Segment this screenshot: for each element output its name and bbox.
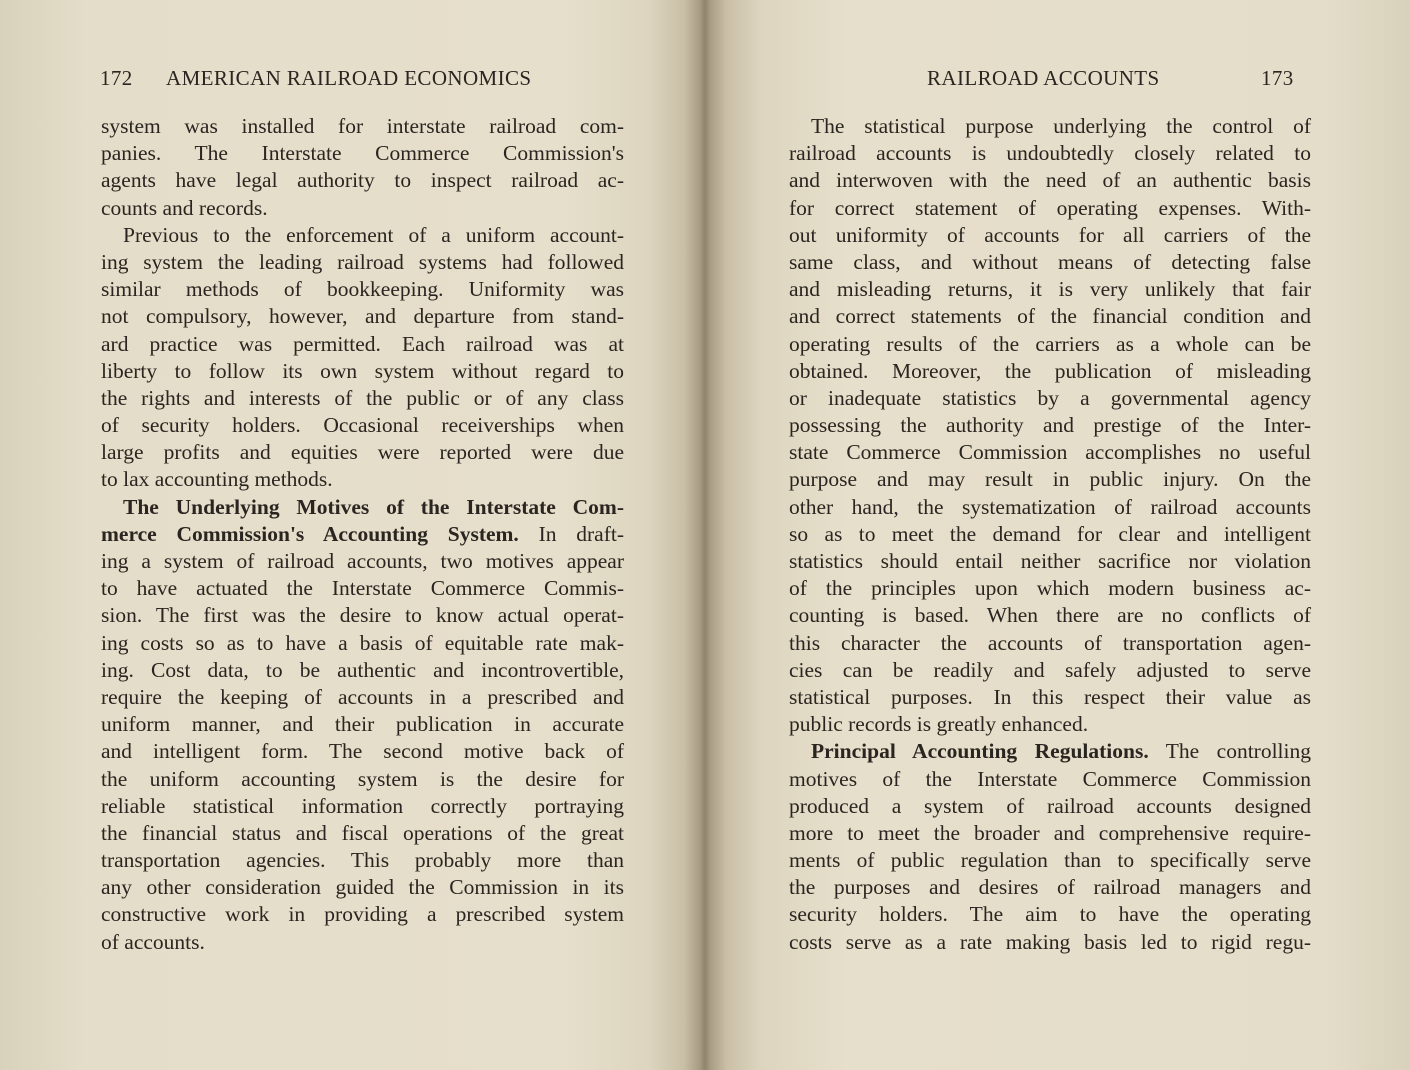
text-line: uniform manner, and their publication in accurate [101, 712, 624, 737]
text-line: obtained. Moreover, the publication of misleading [789, 358, 1311, 383]
right-page [705, 0, 1410, 1070]
text-line: to have actuated the Interstate Commerce Commis- [101, 576, 624, 601]
text-line: ing system the leading railroad systems had followed [101, 249, 624, 274]
text-line: state Commerce Commission accomplishes no useful [789, 440, 1311, 465]
text-line: to lax accounting methods. [101, 467, 333, 492]
text-line [789, 738, 1311, 765]
section-heading: The Underlying Motives of the Interstate Com- [123, 494, 624, 519]
text-line: this character the accounts of transportation agen- [789, 630, 1311, 655]
text-line: so as to meet the demand for clear and intelligent [789, 521, 1311, 546]
text-line [101, 521, 624, 548]
text-line: statistical purposes. In this respect their value as [789, 684, 1311, 709]
text-line: statistics should entail neither sacrifice nor violation [789, 549, 1311, 573]
text-line: any other consideration guided the Commission in its [101, 875, 624, 900]
text-line: The statistical purpose underlying the control of [811, 114, 1311, 138]
text-line: agents have legal authority to inspect railroad ac- [101, 168, 624, 193]
text-line: of accounts. [101, 929, 205, 954]
text-line: for correct statement of operating expenses. With- [789, 195, 1311, 220]
text-line: system was installed for interstate railroad com- [101, 114, 624, 138]
running-head: AMERICAN RAILROAD ECONOMICS [166, 66, 532, 90]
text-line: operating results of the carriers as a whole can be [789, 331, 1311, 356]
text-line: counts and records. [101, 195, 268, 220]
text-line: sion. The first was the desire to know actual operat- [101, 603, 624, 628]
text-line: purpose and may result in public injury. On the [789, 467, 1311, 492]
page-number: 172 [100, 66, 133, 90]
text-line: liberty to follow its own system without regard to [101, 358, 624, 383]
text-line: costs serve as a rate making basis led to rigid regu- [789, 929, 1311, 954]
text-line: counting is based. When there are no conflicts of [789, 603, 1311, 628]
text-line: transportation agencies. This probably more than [101, 848, 624, 873]
text-run: In draft- [518, 521, 624, 546]
running-head: RAILROAD ACCOUNTS [927, 66, 1160, 90]
text-line: possessing the authority and prestige of the Inter- [789, 413, 1311, 438]
text-line: panies. The Interstate Commerce Commission's [101, 141, 624, 166]
text-line: the financial status and fiscal operations of the great [101, 820, 624, 845]
section-heading: Principal Accounting Regulations. [811, 739, 1149, 764]
text-line: and intelligent form. The second motive back of [101, 739, 624, 764]
text-line: of security holders. Occasional receiverships when [101, 413, 624, 438]
text-line: motives of the Interstate Commerce Commission [789, 766, 1311, 791]
section-heading-end: merce Commission's Accounting System. [101, 521, 519, 546]
text-line: of the principles upon which modern business ac- [789, 576, 1311, 601]
text-line: out uniformity of accounts for all carriers of the [789, 222, 1311, 247]
text-line: require the keeping of accounts in a prescribed and [101, 684, 624, 709]
text-line: the purposes and desires of railroad managers and [789, 875, 1311, 900]
text-run: The controlling [1148, 739, 1311, 764]
text-line: the rights and interests of the public or of any class [101, 385, 624, 410]
text-line: reliable statistical information correctly portraying [101, 793, 624, 818]
page-number: 173 [1261, 66, 1294, 90]
text-line: other hand, the systematization of railroad accounts [789, 494, 1311, 519]
text-line: produced a system of railroad accounts designed [789, 793, 1311, 818]
text-line: large profits and equities were reported were due [101, 440, 624, 465]
text-line: ing. Cost data, to be authentic and incontrovertible, [101, 657, 624, 682]
text-line: railroad accounts is undoubtedly closely related to [789, 141, 1311, 166]
text-line: ments of public regulation than to specifically serve [789, 848, 1311, 873]
page-body [789, 113, 1311, 956]
text-line: ing costs so as to have a basis of equitable rate mak- [101, 630, 624, 655]
text-line: not compulsory, however, and departure from stand- [101, 304, 624, 329]
text-line: public records is greatly enhanced. [789, 712, 1089, 737]
text-line: more to meet the broader and comprehensive require- [789, 820, 1311, 845]
text-line: the uniform accounting system is the desire for [101, 766, 624, 791]
page-body [101, 113, 624, 956]
text-line: and interwoven with the need of an authentic basis [789, 168, 1311, 193]
text-line: same class, and without means of detecting false [789, 249, 1311, 274]
text-line: and misleading returns, it is very unlikely that fair [789, 277, 1311, 302]
text-line: or inadequate statistics by a governmental agency [789, 385, 1311, 410]
text-line: ard practice was permitted. Each railroad was at [101, 331, 624, 356]
text-line: similar methods of bookkeeping. Uniformity was [101, 277, 624, 302]
text-line: ing a system of railroad accounts, two motives appear [101, 549, 624, 573]
text-line: cies can be readily and safely adjusted to serve [789, 657, 1311, 682]
text-line: and correct statements of the financial condition and [789, 304, 1311, 329]
text-line: security holders. The aim to have the operating [789, 902, 1311, 927]
text-line: constructive work in providing a prescribed system [101, 902, 624, 927]
text-line: Previous to the enforcement of a uniform account- [123, 222, 624, 247]
